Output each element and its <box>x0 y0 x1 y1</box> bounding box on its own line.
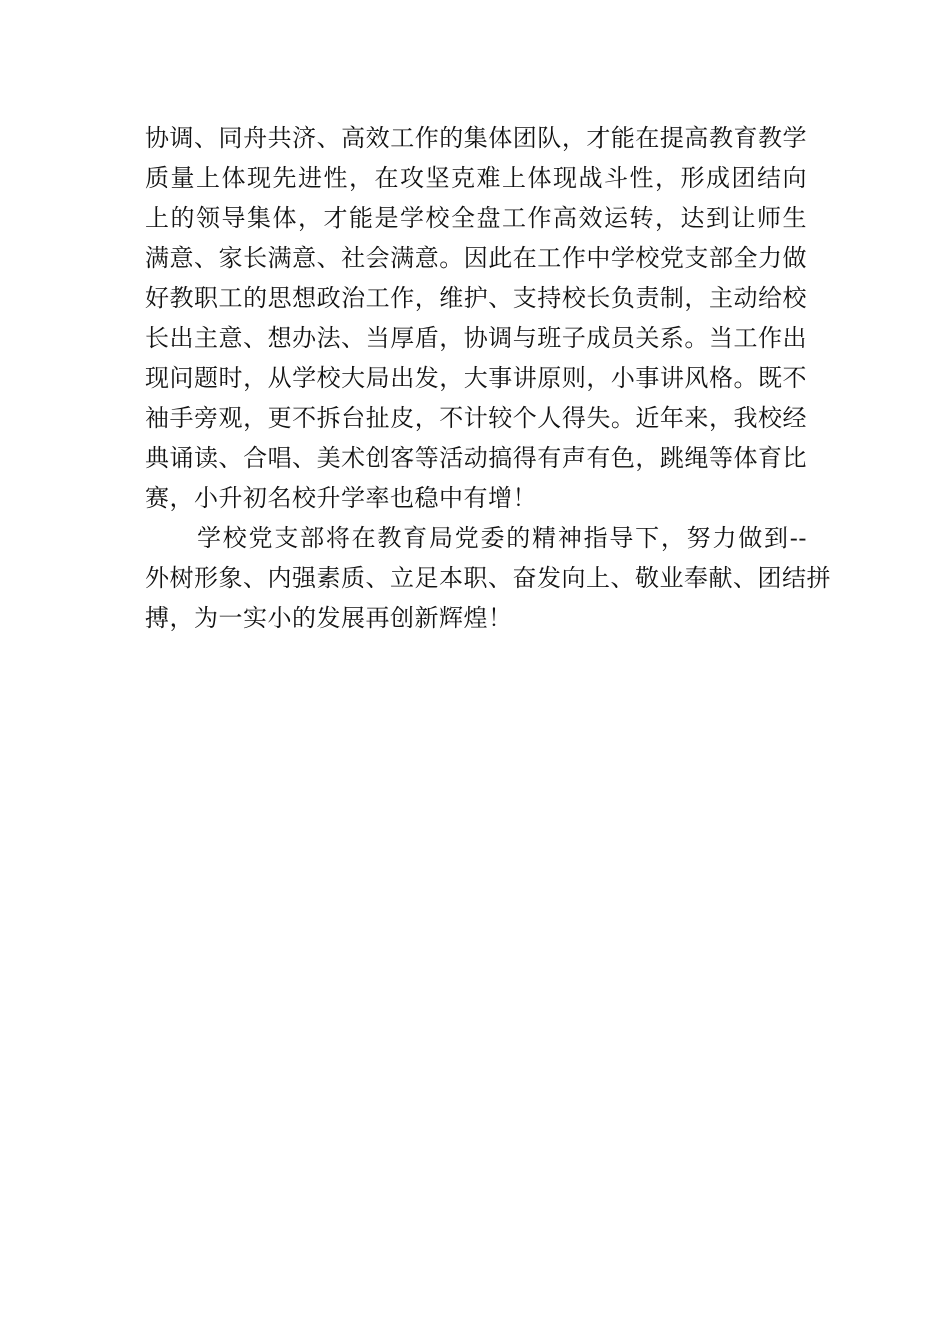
text-line: 搏，为一实小的发展再创新辉煌！ <box>145 604 513 632</box>
text-line: 好教职工的思想政治工作，维护、支持校长负责制，主动给校 <box>145 284 807 312</box>
paragraph-1 <box>145 118 807 518</box>
text-line: 现问题时，从学校大局出发，大事讲原则，小事讲风格。既不 <box>145 364 807 392</box>
paragraph-2 <box>145 518 831 638</box>
text-line: 袖手旁观，更不拆台扯皮，不计较个人得失。近年来，我校经 <box>145 404 807 432</box>
text-line: 协调、同舟共济、高效工作的集体团队，才能在提高教育教学 <box>145 124 807 152</box>
text-line: 典诵读、合唱、美术创客等活动搞得有声有色，跳绳等体育比 <box>145 444 807 472</box>
document-body <box>145 118 831 638</box>
text-line: 长出主意、想办法、当厚盾，协调与班子成员关系。当工作出 <box>145 324 807 352</box>
text-line: 赛，小升初名校升学率也稳中有增！ <box>145 484 537 512</box>
text-line: 学校党支部将在教育局党委的精神指导下，努力做到-- <box>197 524 807 552</box>
text-line: 外树形象、内强素质、立足本职、奋发向上、敬业奉献、团结拼 <box>145 564 831 592</box>
text-line: 上的领导集体，才能是学校全盘工作高效运转，达到让师生 <box>145 204 807 232</box>
text-line: 满意、家长满意、社会满意。因此在工作中学校党支部全力做 <box>145 244 807 272</box>
text-line: 质量上体现先进性，在攻坚克难上体现战斗性，形成团结向 <box>145 164 807 192</box>
